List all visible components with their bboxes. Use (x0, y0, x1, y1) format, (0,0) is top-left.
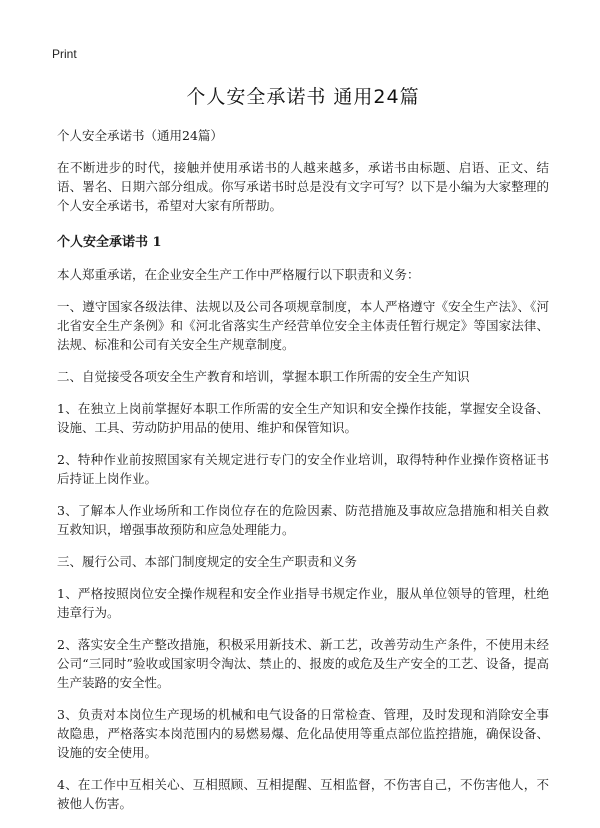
paragraph: 4、在工作中互相关心、互相照顾、互相提醒、互相监督，不伤害自己，不伤害他人，不被他人伤害。 (57, 777, 549, 811)
paragraph: 二、自觉接受各项安全生产教育和培训，掌握本职工作所需的安全生产知识 (57, 369, 470, 384)
paragraph: 本人郑重承诺，在企业安全生产工作中严格履行以下职责和义务： (57, 267, 420, 282)
section-heading: 个人安全承诺书 1 (57, 235, 162, 250)
paragraph: 1、严格按照岗位安全操作规程和安全作业指导书规定作业，服从单位领导的管理，杜绝违章行为。 (57, 586, 549, 620)
document-body (57, 74, 549, 813)
intro-paragraph: 在不断进步的时代，接触并使用承诺书的人越来越多，承诺书由标题、启语、正文、结语、署名、日期六部分组成。你写承诺书时总是没有文字可写？以下是小编为大家整理的个人安全承诺书，希望对大家有所帮助。 (57, 160, 549, 213)
paragraph: 3、负责对本岗位生产现场的机械和电气设备的日常检查、管理，及时发现和消除安全事故隐患，严格落实本岗范围内的易燃易爆、危化品使用等重点部位监控措施，确保设备、设施的安全使用。 (57, 707, 549, 760)
paragraph: 1、在独立上岗前掌握好本职工作所需的安全生产知识和安全操作技能，掌握安全设备、设施、工具、劳动防护用品的使用、维护和保管知识。 (57, 401, 549, 435)
paragraph: 3、了解本人作业场所和工作岗位存在的危险因素、防范措施及事故应急措施和相关自救互救知识，增强事故预防和应急处理能力。 (57, 503, 549, 537)
paragraph: 2、特种作业前按照国家有关规定进行专门的安全作业培训，取得特种作业操作资格证书后持证上岗作业。 (57, 452, 549, 486)
paragraph: 2、落实安全生产整改措施，积极采用新技术、新工艺，改善劳动生产条件，不使用未经公司“三同时”验收或国家明令淘汰、禁止的、报废的或危及生产安全的工艺、设备，提高生产装路的安全性。 (57, 637, 549, 690)
paragraph: 三、履行公司、本部门制度规定的安全生产职责和义务 (57, 554, 358, 569)
print-link[interactable]: Print (52, 47, 77, 61)
paragraph: 一、遵守国家各级法律、法规以及公司各项规章制度，本人严格遵守《安全生产法》、《河北省安全生产条例》和《河北省落实生产经营单位安全主体责任暂行规定》等国家法律、法规、标准和公司有关安全生产规章制度。 (57, 299, 549, 352)
document-subtitle: 个人安全承诺书（通用24篇） (57, 128, 223, 143)
page-title: 个人安全承诺书 通用24篇 (186, 86, 420, 108)
